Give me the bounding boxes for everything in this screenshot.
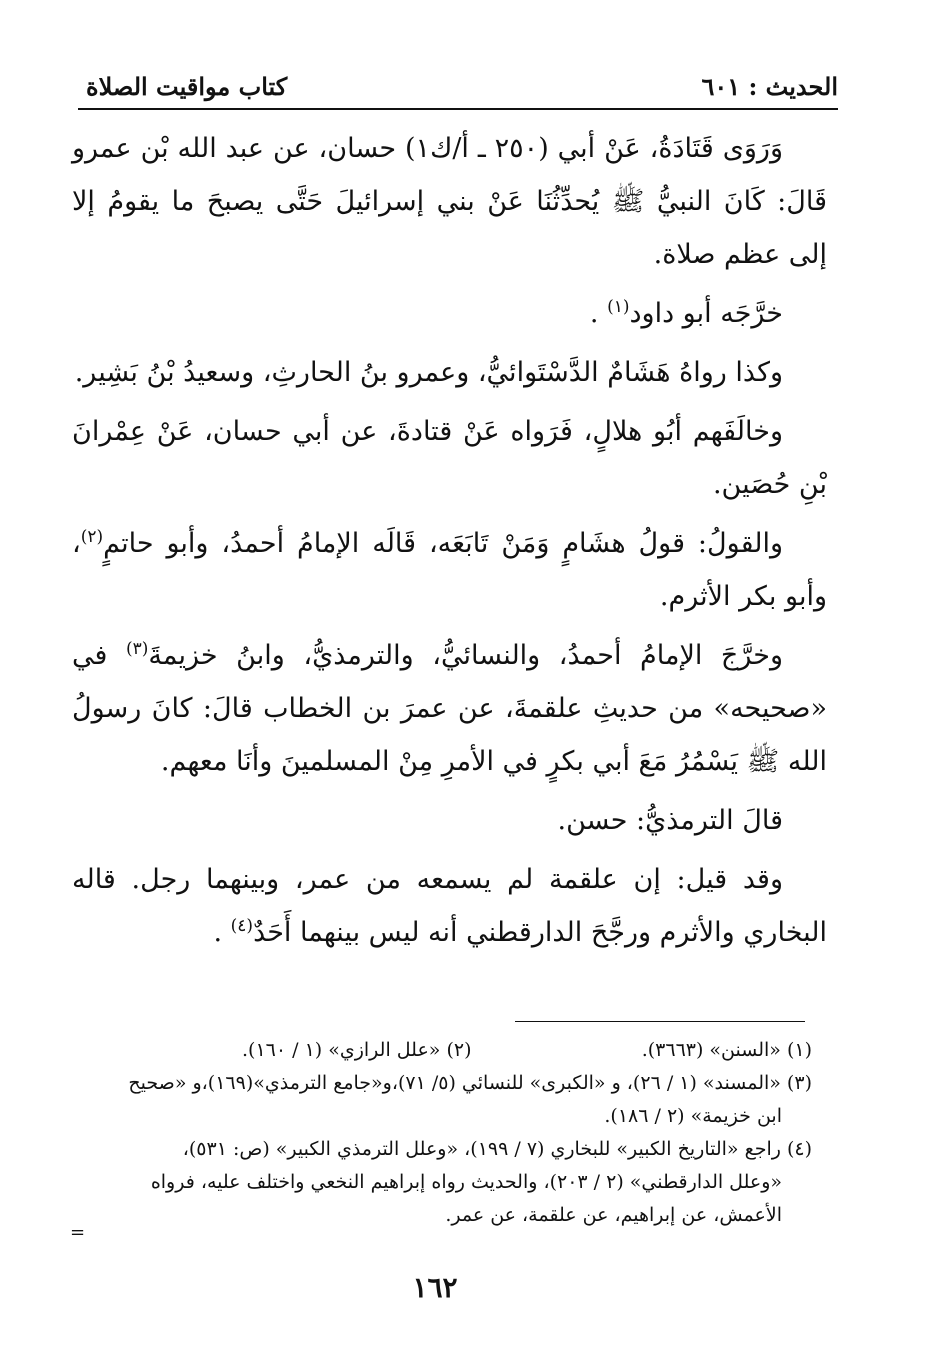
- running-header: [78, 72, 838, 106]
- paragraph-text: والقولُ: قولُ هشَامٍ وَمَنْ تَابَعَه، قَالَه الإمامُ أحمدُ، وأبو حاتمٍ: [103, 528, 783, 559]
- footnote-4-cont: الأعمش، عن إبراهيم، عن علقمة، عن عمر.: [445, 1204, 782, 1226]
- paragraph: [72, 629, 827, 788]
- footnote-1: (١) «السنن» (٣٦٦٣).: [641, 1039, 812, 1061]
- paragraph: وخالَفَهم أبُو هلالٍ، فَرَواه عَنْ قتادةَ، عن أبي حسان، عَنْ عِمْرانَ بْنِ حُصَين.: [72, 416, 827, 500]
- paragraph-text: خرَّجَه أبو داود: [629, 298, 783, 329]
- page-number: ١٦٢: [412, 1271, 458, 1304]
- footnote-3: (٣) «المسند» (١ / ٢٦)، و «الكبرى» للنسائي (٥/ ٧١)،و«جامع الترمذي»(١٦٩)،و «صحيح: [128, 1072, 812, 1094]
- footnote-4: (٤) راجع «التاريخ الكبير» للبخاري (٧ / ١٩٩)، «وعلل الترمذي الكبير» (ص: ٥٣١)،: [182, 1138, 812, 1160]
- footnotes: [72, 1034, 812, 1232]
- paragraph-text: وخرَّجَ الإمامُ أحمدُ، والنسائيُّ، والترمذيُّ، وابنُ خزيمةَ: [148, 640, 783, 671]
- book-title: كتاب مواقيت الصلاة: [86, 72, 288, 101]
- continuation-mark: =: [70, 1222, 86, 1243]
- header-rule: [78, 108, 838, 110]
- footnote-4-cont: «وعلل الدارقطني» (٢ / ٢٠٣)، والحديث رواه إبراهيم النخعي واختلف عليه، فرواه: [150, 1171, 782, 1193]
- paragraph: خرَّجَه أبو داود$^{(١)}$ .: [589, 297, 783, 329]
- footnote-3-cont: ابن خزيمة» (٢ / ١٨٦).: [604, 1105, 782, 1127]
- footnote-row: [72, 1034, 812, 1067]
- main-text: [72, 122, 827, 965]
- footnote-ref: (٢): [80, 527, 104, 547]
- paragraph: وكذا رواهُ هَشَامٌ الدَّسْتَوائيُّ، وعمرو بنُ الحارثِ، وسعيدُ بْنُ بَشِير.: [74, 357, 783, 388]
- hadith-number: الحديث : ٦٠١: [701, 72, 838, 101]
- paragraph: وَرَوَى قَتَادَةُ، عَنْ أبي (٢٥٠ ـ أ/ك١) حسان، عن عبد الله بْن عمرو قَالَ: كَانَ النبيُّ ﷺ يُحدِّثُنَا عَنْ بني إسرائيلَ حَتَّى يصبحَ ما يقومُ إلا إلى عظم صلاة.: [72, 133, 827, 270]
- paragraph-text: وقد قيل: إن علقمة لم يسمعه من عمر، وبينهما رجل. قاله البخاري والأثرم ورجَّحَ الدارقطني أنه ليس بينهما أَحَدٌ: [72, 864, 827, 948]
- paragraph: قالَ الترمذيُّ: حسن.: [557, 805, 783, 836]
- footnote-ref: (١): [607, 297, 630, 317]
- footnote-ref: (٤): [230, 916, 254, 936]
- footnote-2: (٢) «علل الرازي» (١ / ١٦٠).: [242, 1039, 472, 1061]
- footnote-rule: [515, 1021, 805, 1022]
- paragraph: والقولُ: قولُ هشَامٍ وَمَنْ تَابَعَه، قَالَه الإمامُ أحمدُ، وأبو حاتمٍ$^{(٢)}$، وأبو بكر الأثرم.: [72, 527, 827, 612]
- footnote-ref: (٣): [126, 639, 149, 659]
- paragraph-text: في «صحيحه» من حديثِ علقمةَ، عن عمرَ بن الخطاب قالَ: كانَ رسولُ الله ﷺ يَسْمُرُ مَعَ أبي بكرٍ في الأمرِ مِنْ المسلمينَ وأنَا معهم.: [72, 640, 827, 777]
- paragraph-text: وأبو بكر الأثرم.: [659, 581, 827, 612]
- paragraph: وقد قيل: إن علقمة لم يسمعه من عمر، وبينهما رجل. قاله البخاري والأثرم ورجَّحَ الدارقطني أنه ليس بينهما أَحَدٌ$^{(٤)}$ .: [72, 864, 827, 948]
